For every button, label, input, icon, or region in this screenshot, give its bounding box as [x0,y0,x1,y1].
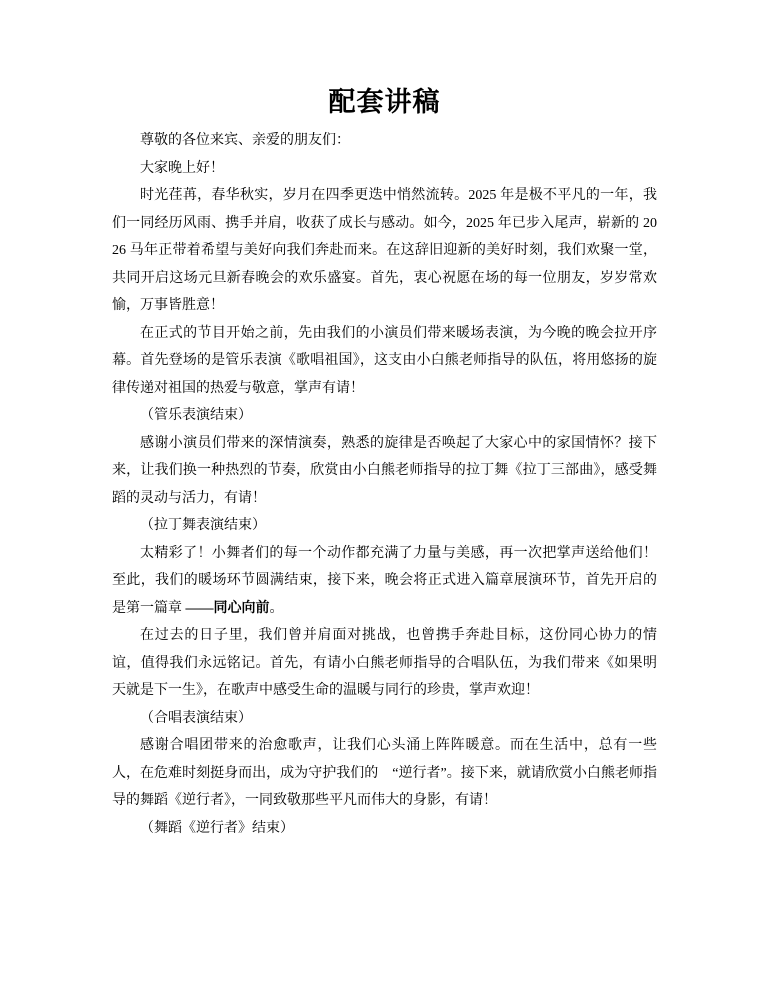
text-segment: （舞蹈《逆行者》结束） [140,820,294,836]
paragraph [112,540,657,623]
text-segment: 感谢合唱团带来的治愈歌声，让我们心头涌上阵阵暖意。而在生活中，总有一些人，在危难时刻挺身而出，成为守护我们的 “逆行者”。接下来，就请欣赏小白熊老师指导的舞蹈《逆行者》，一同致敬那些平凡而伟大的身影，有请！ [112,738,657,808]
paragraph [112,622,657,705]
text-segment: 大家晚上好！ [140,160,224,176]
text-segment-bold: ——同心向前 [185,600,270,616]
paragraph [112,320,657,403]
paragraph [112,732,657,815]
text-segment: （拉丁舞表演结束） [140,518,266,533]
paragraph [112,182,657,320]
text-segment: 尊敬的各位来宾、亲爱的朋友们： [140,133,350,148]
document-body [112,127,657,842]
document-title: 配套讲稿 [328,87,441,117]
paragraph [112,155,657,183]
paragraph [112,127,657,155]
paragraph [112,705,657,733]
text-segment: （管乐表演结束） [140,408,252,423]
paragraph [112,512,657,540]
text-segment: 时光荏苒，春华秋实，岁月在四季更迭中悄然流转。2025 年是极不平凡的一年，我们一同经历风雨、携手并肩，收获了成长与感动。如今，2025 年已步入尾声，崭新的 2026 马年正带着希望与美好向我们奔赴而来。在这辞旧迎新的美好时刻，我们欢聚一堂，共同开启这场元旦新春晚会的欢乐盛宴。首先，衷心祝愿在场的每一位朋友，岁岁常欢愉，万事皆胜意！ [112,188,657,313]
text-segment: 在正式的节目开始之前，先由我们的小演员们带来暖场表演，为今晚的晚会拉开序幕。首先登场的是管乐表演《歌唱祖国》，这支由小白熊老师指导的队伍，将用悠扬的旋律传递对祖国的热爱与敬意，掌声有请！ [112,325,657,396]
paragraph [112,430,657,513]
text-segment: 太精彩了！小舞者们的每一个动作都充满了力量与美感，再一次把掌声送给他们！至此，我们的暖场环节圆满结束，接下来，晚会将正式进入篇章展演环节，首先开启的是第一篇章 [112,545,657,616]
text-segment: 在过去的日子里，我们曾并肩面对挑战，也曾携手奔赴目标，这份同心协力的情谊，值得我们永远铭记。首先，有请小白熊老师指导的合唱队伍，为我们带来《如果明天就是下一生》，在歌声中感受生命的温暖与同行的珍贵，掌声欢迎！ [112,628,657,698]
text-segment: 感谢小演员们带来的深情演奏，熟悉的旋律是否唤起了大家心中的家国情怀？接下来，让我们换一种热烈的节奏，欣赏由小白熊老师指导的拉丁舞《拉丁三部曲》，感受舞蹈的灵动与活力，有请！ [112,435,657,506]
text-segment: 。 [269,600,284,616]
text-segment: （合唱表演结束） [140,710,252,726]
paragraph [112,815,657,843]
paragraph [112,402,657,430]
